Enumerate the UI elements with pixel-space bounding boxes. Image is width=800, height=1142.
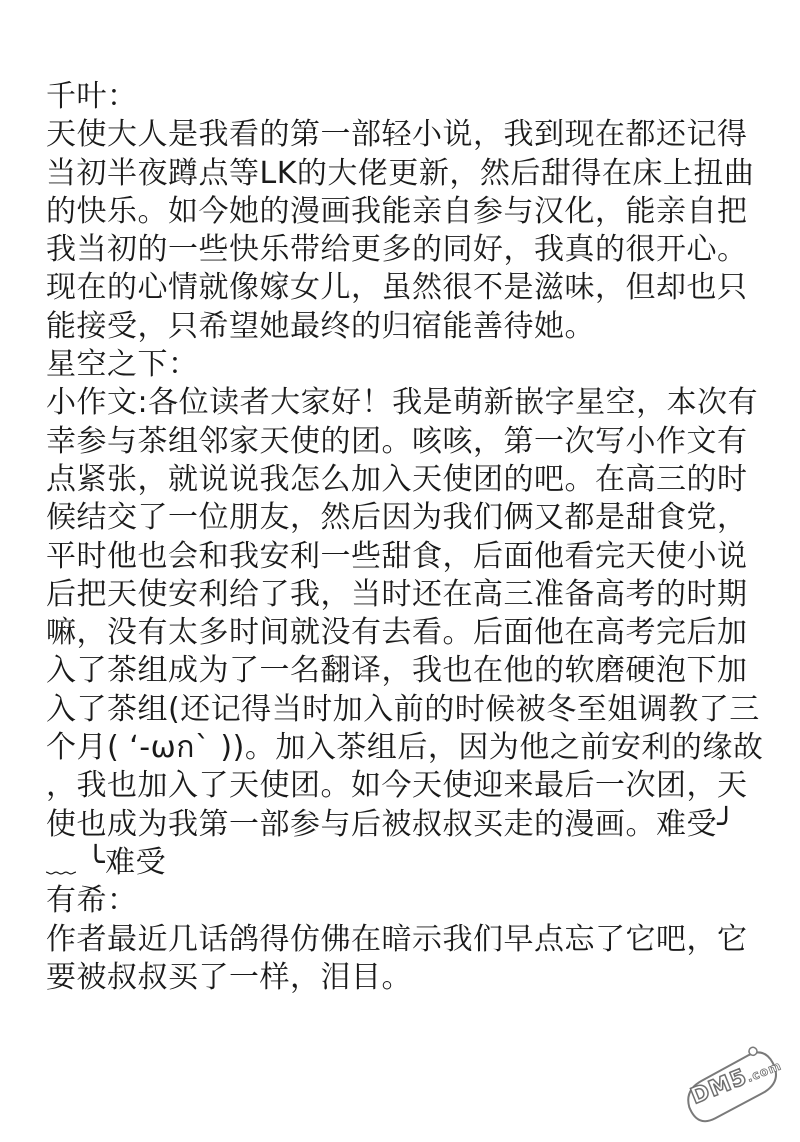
text-line: 嘛，没有太多时间就没有去看。后面他在高考完后加 xyxy=(46,615,748,651)
text-line: 小作文:各位读者大家好！我是萌新嵌字星空，本次有 xyxy=(46,385,759,421)
text-line: ，我也加入了天使团。如今天使迎来最后一次团，天 xyxy=(46,768,748,804)
text-line: 平时他也会和我安利一些甜食，后面他看完天使小说 xyxy=(46,538,748,574)
text-line: 幸参与茶组邻家天使的团。咳咳，第一次写小作文有 xyxy=(46,423,748,459)
speaker-name-qianye: 千叶： xyxy=(46,79,138,114)
text-line: 点紧张，就说说我怎么加入天使团的吧。在高三的时 xyxy=(46,461,748,497)
text-line: 天使大人是我看的第一部轻小说，我到现在都还记得 xyxy=(46,117,748,153)
text-line: 使也成为我第一部参与后被叔叔买走的漫画。难受╯ xyxy=(46,806,736,842)
text-line: 要被叔叔买了一样，泪目。 xyxy=(46,959,412,995)
dm5-watermark-logo xyxy=(667,1032,795,1138)
text-line: 能接受，只希望她最终的归宿能善待她。 xyxy=(46,308,595,344)
watermark-text: DM5.com xyxy=(687,1058,784,1110)
text-line: ﹏ ╰难受 xyxy=(46,844,167,880)
text-line: 入了茶组成为了一名翻译，我也在他的软磨硬泡下加 xyxy=(46,653,748,689)
text-line: 当初半夜蹲点等LK的大佬更新，然后甜得在床上扭曲 xyxy=(46,155,755,191)
speaker-name-xingkong: 星空之下： xyxy=(46,347,199,383)
text-line: 个月( ‘-ωก` ))。加入茶组后，因为他之前安利的缘故 xyxy=(46,730,764,766)
text-line: 现在的心情就像嫁女儿，虽然很不是滋味，但却也只 xyxy=(46,270,748,306)
text-line: 候结交了一位朋友，然后因为我们俩又都是甜食党， xyxy=(46,500,748,536)
text-line: 后把天使安利给了我，当时还在高三准备高考的时期 xyxy=(46,576,748,612)
afterword-text-block xyxy=(46,78,766,997)
text-line: 作者最近几话鸽得仿佛在暗示我们早点忘了它吧，它 xyxy=(46,921,748,957)
text-line: 我当初的一些快乐带给更多的同好，我真的很开心。 xyxy=(46,232,748,268)
text-line: 入了茶组(还记得当时加入前的时候被冬至姐调教了三 xyxy=(46,691,760,727)
speaker-name-youxi: 有希： xyxy=(46,883,138,919)
text-line: 的快乐。如今她的漫画我能亲自参与汉化，能亲自把 xyxy=(46,193,748,229)
